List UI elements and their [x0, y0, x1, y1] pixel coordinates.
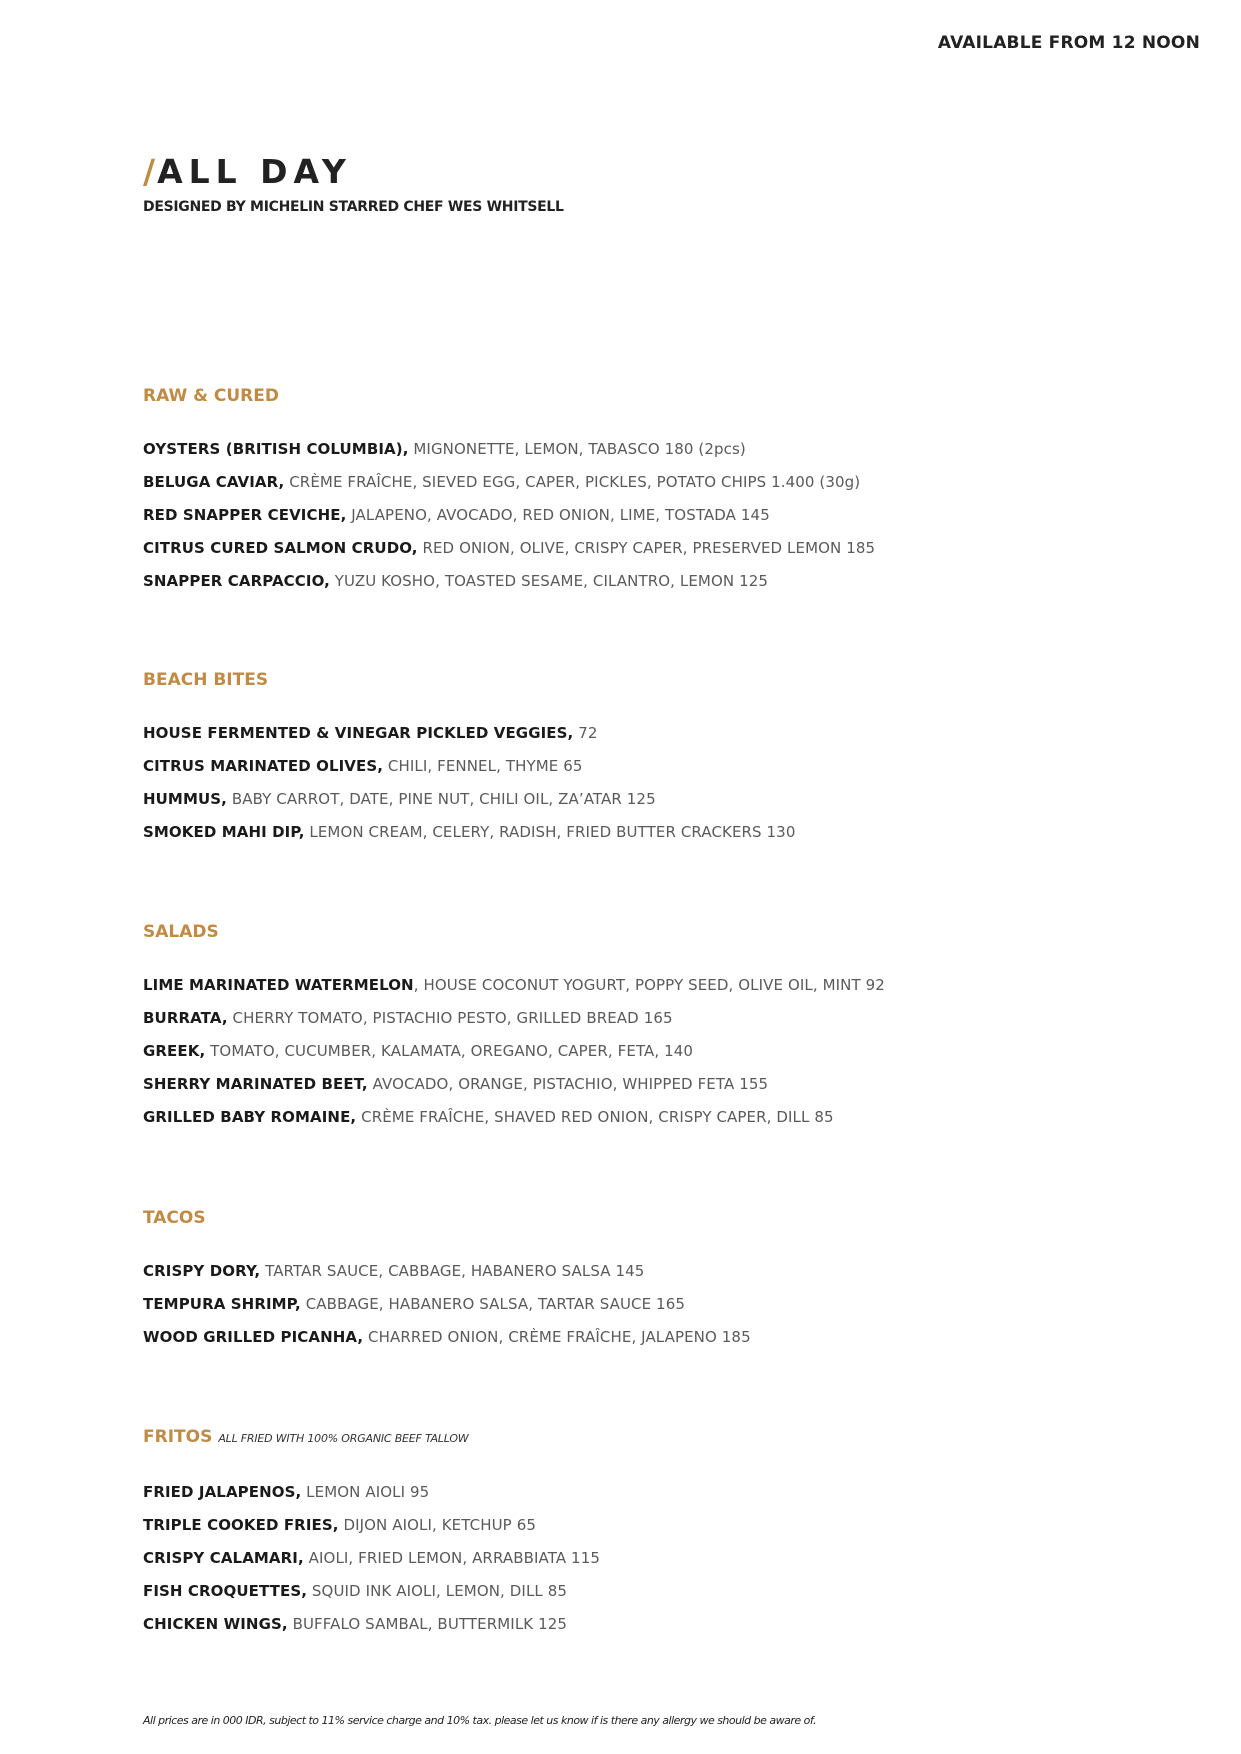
section-heading	[143, 920, 885, 944]
item-name: SNAPPER CARPACCIO,	[143, 572, 330, 590]
menu-list	[143, 433, 875, 598]
item-description: JALAPENO, AVOCADO, RED ONION, LIME, TOSTADA 145	[346, 506, 770, 524]
item-name: HOUSE FERMENTED & VINEGAR PICKLED VEGGIES,	[143, 724, 574, 742]
item-description: CRÈME FRAÎCHE, SIEVED EGG, CAPER, PICKLES, POTATO CHIPS 1.400 (30g)	[284, 473, 861, 491]
item-name: HUMMUS,	[143, 790, 227, 808]
page-subtitle: DESIGNED BY MICHELIN STARRED CHEF WES WHITSELL	[143, 199, 564, 215]
item-description: BABY CARROT, DATE, PINE NUT, CHILI OIL, ZA’ATAR 125	[226, 790, 656, 808]
item-description: TOMATO, CUCUMBER, KALAMATA, OREGANO, CAPER, FETA, 140	[205, 1042, 694, 1060]
menu-item	[143, 1509, 600, 1542]
menu-item	[143, 783, 795, 816]
item-name: SHERRY MARINATED BEET,	[143, 1075, 368, 1093]
menu-list	[143, 1255, 751, 1354]
item-name: GRILLED BABY ROMAINE,	[143, 1108, 357, 1126]
item-name: WOOD GRILLED PICANHA,	[143, 1328, 364, 1346]
menu-list	[143, 1476, 600, 1641]
item-description: AVOCADO, ORANGE, PISTACHIO, WHIPPED FETA 155	[367, 1075, 769, 1093]
menu-item	[143, 750, 795, 783]
item-name: CRISPY CALAMARI,	[143, 1549, 304, 1567]
item-description: TARTAR SAUCE, CABBAGE, HABANERO SALSA 145	[260, 1262, 645, 1280]
item-name: BELUGA CAVIAR,	[143, 473, 285, 491]
section-heading-text: SALADS	[143, 922, 219, 942]
section-heading-text: BEACH BITES	[143, 670, 269, 690]
section-heading-text: TACOS	[143, 1208, 206, 1228]
item-name: LIME MARINATED WATERMELON	[143, 976, 414, 994]
menu-item	[143, 499, 875, 532]
menu-item	[143, 565, 875, 598]
menu-item	[143, 1608, 600, 1641]
title-slash: /	[143, 152, 158, 191]
menu-list	[143, 969, 885, 1134]
item-description: DIJON AIOLI, KETCHUP 65	[338, 1516, 536, 1534]
section-tacos	[143, 1206, 751, 1354]
item-description: SQUID INK AIOLI, LEMON, DILL 85	[307, 1582, 568, 1600]
menu-item	[143, 969, 885, 1002]
item-name: TRIPLE COOKED FRIES,	[143, 1516, 339, 1534]
item-name: FRIED JALAPENOS,	[143, 1483, 302, 1501]
menu-item	[143, 1101, 885, 1134]
item-description: LEMON AIOLI 95	[301, 1483, 430, 1501]
item-description: , HOUSE COCONUT YOGURT, POPPY SEED, OLIVE OIL, MINT 92	[413, 976, 885, 994]
item-name: CITRUS CURED SALMON CRUDO,	[143, 539, 418, 557]
section-heading	[143, 384, 875, 408]
menu-item	[143, 717, 795, 750]
item-description: 72	[573, 724, 598, 742]
menu-item	[143, 466, 875, 499]
availability-label: AVAILABLE FROM 12 NOON	[937, 33, 1200, 53]
item-name: RED SNAPPER CEVICHE,	[143, 506, 347, 524]
menu-item	[143, 1068, 885, 1101]
item-name: CRISPY DORY,	[143, 1262, 261, 1280]
item-description: CABBAGE, HABANERO SALSA, TARTAR SAUCE 165	[300, 1295, 685, 1313]
menu-item	[143, 1575, 600, 1608]
section-heading-text: RAW & CURED	[143, 386, 279, 406]
menu-item	[143, 816, 795, 849]
item-name: SMOKED MAHI DIP,	[143, 823, 305, 841]
item-name: TEMPURA SHRIMP,	[143, 1295, 301, 1313]
item-description: CHARRED ONION, CRÈME FRAÎCHE, JALAPENO 185	[363, 1328, 751, 1346]
section-heading-text: FRITOS	[143, 1427, 213, 1447]
item-description: CRÈME FRAÎCHE, SHAVED RED ONION, CRISPY CAPER, DILL 85	[356, 1108, 834, 1126]
menu-item	[143, 1321, 751, 1354]
item-description: YUZU KOSHO, TOASTED SESAME, CILANTRO, LEMON 125	[329, 572, 768, 590]
item-name: BURRATA,	[143, 1009, 228, 1027]
item-description: CHERRY TOMATO, PISTACHIO PESTO, GRILLED BREAD 165	[227, 1009, 673, 1027]
section-salads	[143, 920, 885, 1134]
section-heading	[143, 1206, 751, 1230]
item-name: FISH CROQUETTES,	[143, 1582, 308, 1600]
menu-item	[143, 1035, 885, 1068]
item-description: RED ONION, OLIVE, CRISPY CAPER, PRESERVED LEMON 185	[417, 539, 876, 557]
item-description: MIGNONETTE, LEMON, TABASCO 180 (2pcs)	[408, 440, 746, 458]
item-name: GREEK,	[143, 1042, 206, 1060]
section-beach-bites	[143, 668, 795, 849]
section-raw-cured	[143, 384, 875, 598]
item-description: LEMON CREAM, CELERY, RADISH, FRIED BUTTER CRACKERS 130	[304, 823, 796, 841]
section-heading	[143, 668, 795, 692]
menu-item	[143, 532, 875, 565]
page-title	[143, 152, 352, 192]
menu-item	[143, 1542, 600, 1575]
section-note: ALL FRIED WITH 100% ORGANIC BEEF TALLOW	[218, 1432, 469, 1445]
item-name: CHICKEN WINGS,	[143, 1615, 288, 1633]
section-fritos	[143, 1425, 600, 1641]
menu-item	[143, 1288, 751, 1321]
item-description: AIOLI, FRIED LEMON, ARRABBIATA 115	[303, 1549, 600, 1567]
menu-item	[143, 1002, 885, 1035]
menu-item	[143, 1476, 600, 1509]
menu-list	[143, 717, 795, 849]
footer-note: All prices are in 000 IDR, subject to 11% service charge and 10% tax. please let us know if is there any allergy we should be aware of.	[143, 1714, 817, 1727]
menu-item	[143, 1255, 751, 1288]
section-heading	[143, 1425, 600, 1451]
menu-item	[143, 433, 875, 466]
item-name: OYSTERS (BRITISH COLUMBIA),	[143, 440, 409, 458]
item-description: CHILI, FENNEL, THYME 65	[383, 757, 583, 775]
item-description: BUFFALO SAMBAL, BUTTERMILK 125	[287, 1615, 568, 1633]
item-name: CITRUS MARINATED OLIVES,	[143, 757, 384, 775]
title-text: ALL DAY	[157, 152, 352, 191]
